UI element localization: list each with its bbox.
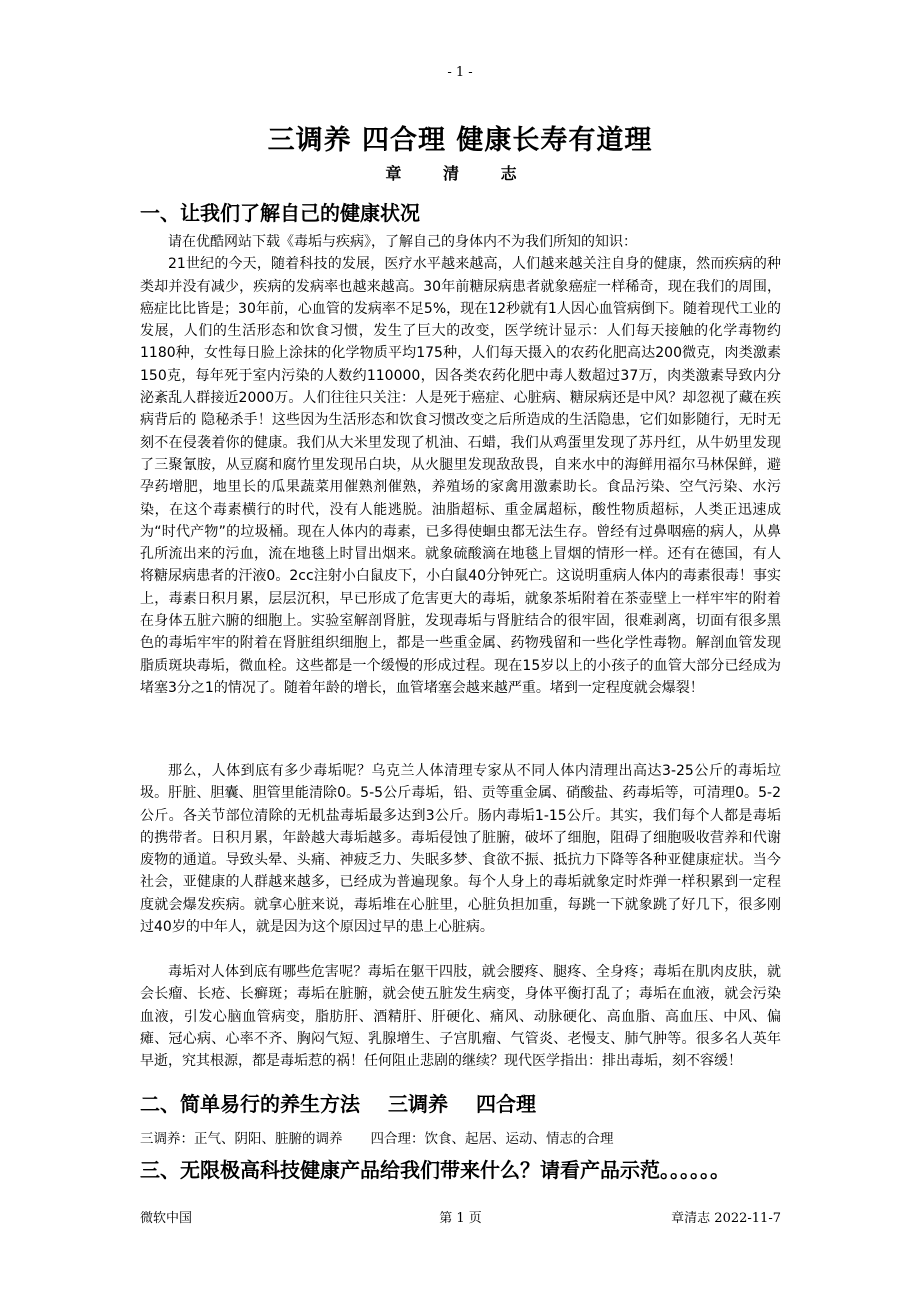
footer-author-date: 章清志 2022-11-7 <box>671 1211 781 1226</box>
footer-left: 微软中国 <box>140 1211 193 1226</box>
section-2-heading-main: 二、简单易行的养生方法 <box>140 1092 360 1116</box>
paragraph-background: 21世纪的今天，随着科技的发展，医疗水平越来越高，人们越来越关注自身的健康，然而疾病的种类却并没有减少，疾病的发病率也越来越高。30年前糖尿病患者就象癌症一样稀奇，现在我们的周围，癌症比比皆是；30年前，心血管的发病率不足5%，现在12秒就有1人因心血管病倒下。随着现代工业的发展，人们的生活形态和饮食习惯，发生了巨大的改变，医学统计显示：人们每天接触的化学毒物约1180种，女性每日脸上涂抹的化学物质平均175种，人们每天摄入的农药化肥高达200微克，肉类激素150克，每年死于室内污染的人数约110000，因各类农药化肥中毒人数超过37万，肉类激素导致内分泌紊乱人群接近2000万。人们往往只关注：人是死于癌症、心脏病、糖尿病还是中风？却忽视了藏在疾病背后的 隐秘杀手！这些因为生活形态和饮食习惯改变之后所造成的生活隐患，它们如影随行，无时无刻不在侵袭着你的健康。我们从大米里发现了机油、石蜡，我们从鸡蛋里发现了苏丹红，从牛奶里发现了三聚氰胺，从豆腐和腐竹里发现吊白块，从火腿里发现敌敌畏，自来水中的海鲜用福尔马林保鲜，避孕药增肥，地里长的瓜果蔬菜用催熟剂催熟，养殖场的家禽用激素助长。食品污染、空气污染、水污染，在这个毒素横行的时代，没有人能逃脱。油脂超标、重金属超标，酸性物质超标，人类正迅速成为“时代产物”的垃圾桶。现在人体内的毒素，已多得使蛔虫都无法生存。曾经有过鼻咽癌的病人，从鼻孔所流出来的污血，流在地毯上时冒出烟来。就象硫酸滴在地毯上冒烟的情形一样。还有在德国，有人将糖尿病患者的汗液0。2cc注射小白鼠皮下，小白鼠40分钟死亡。这说明重病人体内的毒素很毒！事实上，毒素日积月累，层层沉积，早已形成了危害更大的毒垢，就象茶垢附着在茶壶壁上一样牢牢的附着在身体五脏六腑的细胞上。实验室解剖肾脏，发现毒垢与肾脏结合的很牢固，很难剥离，切面有很多黑色的毒垢牢牢的附着在肾脏组织细胞上，都是一些重金属、药物残留和一些化学性毒物。解剖血管发现脂质斑块毒垢，微血栓。这些都是一个缓慢的形成过程。现在15岁以上的小孩子的血管大部分已经成为堵塞3分之1的情况了。随着年龄的增长，血管堵塞会越来越严重。堵到一定程度就会爆裂！ <box>140 256 781 696</box>
paragraph-toxin-amount: 那么，人体到底有多少毒垢呢？乌克兰人体清理专家从不同人体内清理出高达3-25公斤的毒垢垃圾。肝脏、胆囊、胆管里能清除0。5-5公斤毒垢，铅、贡等重金属、硝酸盐、药毒垢等，可清理0。5-2公斤。各关节部位清除的无机盐毒垢最多达到3公斤。肠内毒垢1-15公斤。其实，我们每个人都是毒垢的携带者。日积月累，年龄越大毒垢越多。毒垢侵蚀了脏腑，破坏了细胞，阻碍了细胞吸收营养和代谢废物的通道。导致头晕、头痛、神疲乏力、失眠多梦、食欲不振、抵抗力下降等各种亚健康症状。当今社会，亚健康的人群越来越多，已经成为普遍现象。每个人身上的毒垢就象定时炸弹一样积累到一定程度就会爆发疾病。就拿心脏来说，毒垢堆在心脏里，心脏负担加重，每跳一下就象跳了好几下，很多刚过40岁的中年人，就是因为这个原因过早的患上心脏病。 <box>140 763 781 936</box>
document-title: 三调养 四合理 健康长寿有道理 <box>267 125 653 156</box>
section-1-body-cont2 <box>140 961 781 1072</box>
footer-page: 第 1 页 <box>439 1211 482 1226</box>
four-reasonable-text: 四合理：饮食、起居、运动、情志的合理 <box>370 1131 614 1147</box>
section-3-heading: 三、无限极高科技健康产品给我们带来什么？请看产品示范。。。。。。 <box>140 1158 730 1182</box>
section-2-summary <box>140 1127 614 1147</box>
paragraph-intro: 请在优酷网站下载《毒垢与疾病》，了解自己的身体内不为我们所知的知识： <box>168 234 637 250</box>
section-1-body-cont <box>140 760 781 938</box>
author-name: 章 清 志 <box>385 164 535 183</box>
section-1-body <box>140 231 781 699</box>
section-2-heading-part2: 四合理 <box>476 1092 536 1116</box>
section-2-heading-part1: 三调养 <box>388 1092 448 1116</box>
three-nourish-text: 三调养：正气、阴阳、脏腑的调养 <box>140 1131 343 1147</box>
page-number: - 1 - <box>447 65 473 80</box>
section-2-heading <box>140 1088 800 1117</box>
paragraph-toxin-harm: 毒垢对人体到底有哪些危害呢？毒垢在躯干四肢，就会腰疼、腿疼、全身疼；毒垢在肌肉皮肤，就会长瘤、长疮、长癣斑；毒垢在脏腑，就会使五脏发生病变，身体平衡打乱了；毒垢在血液，就会污染血液，引发心脑血管病变，脂肪肝、酒精肝、肝硬化、痛风、动脉硬化、高血脂、高血压、中风、偏瘫、冠心病、心率不齐、胸闷气短、乳腺增生、子宫肌瘤、气管炎、老慢支、肺气肿等。很多名人英年早逝，究其根源，都是毒垢惹的祸！任何阻止悲剧的继续？现代医学指出：排出毒垢，刻不容缓！ <box>140 964 781 1070</box>
page-footer <box>140 1207 781 1225</box>
section-1-heading: 一、让我们了解自己的健康状况 <box>140 201 420 225</box>
